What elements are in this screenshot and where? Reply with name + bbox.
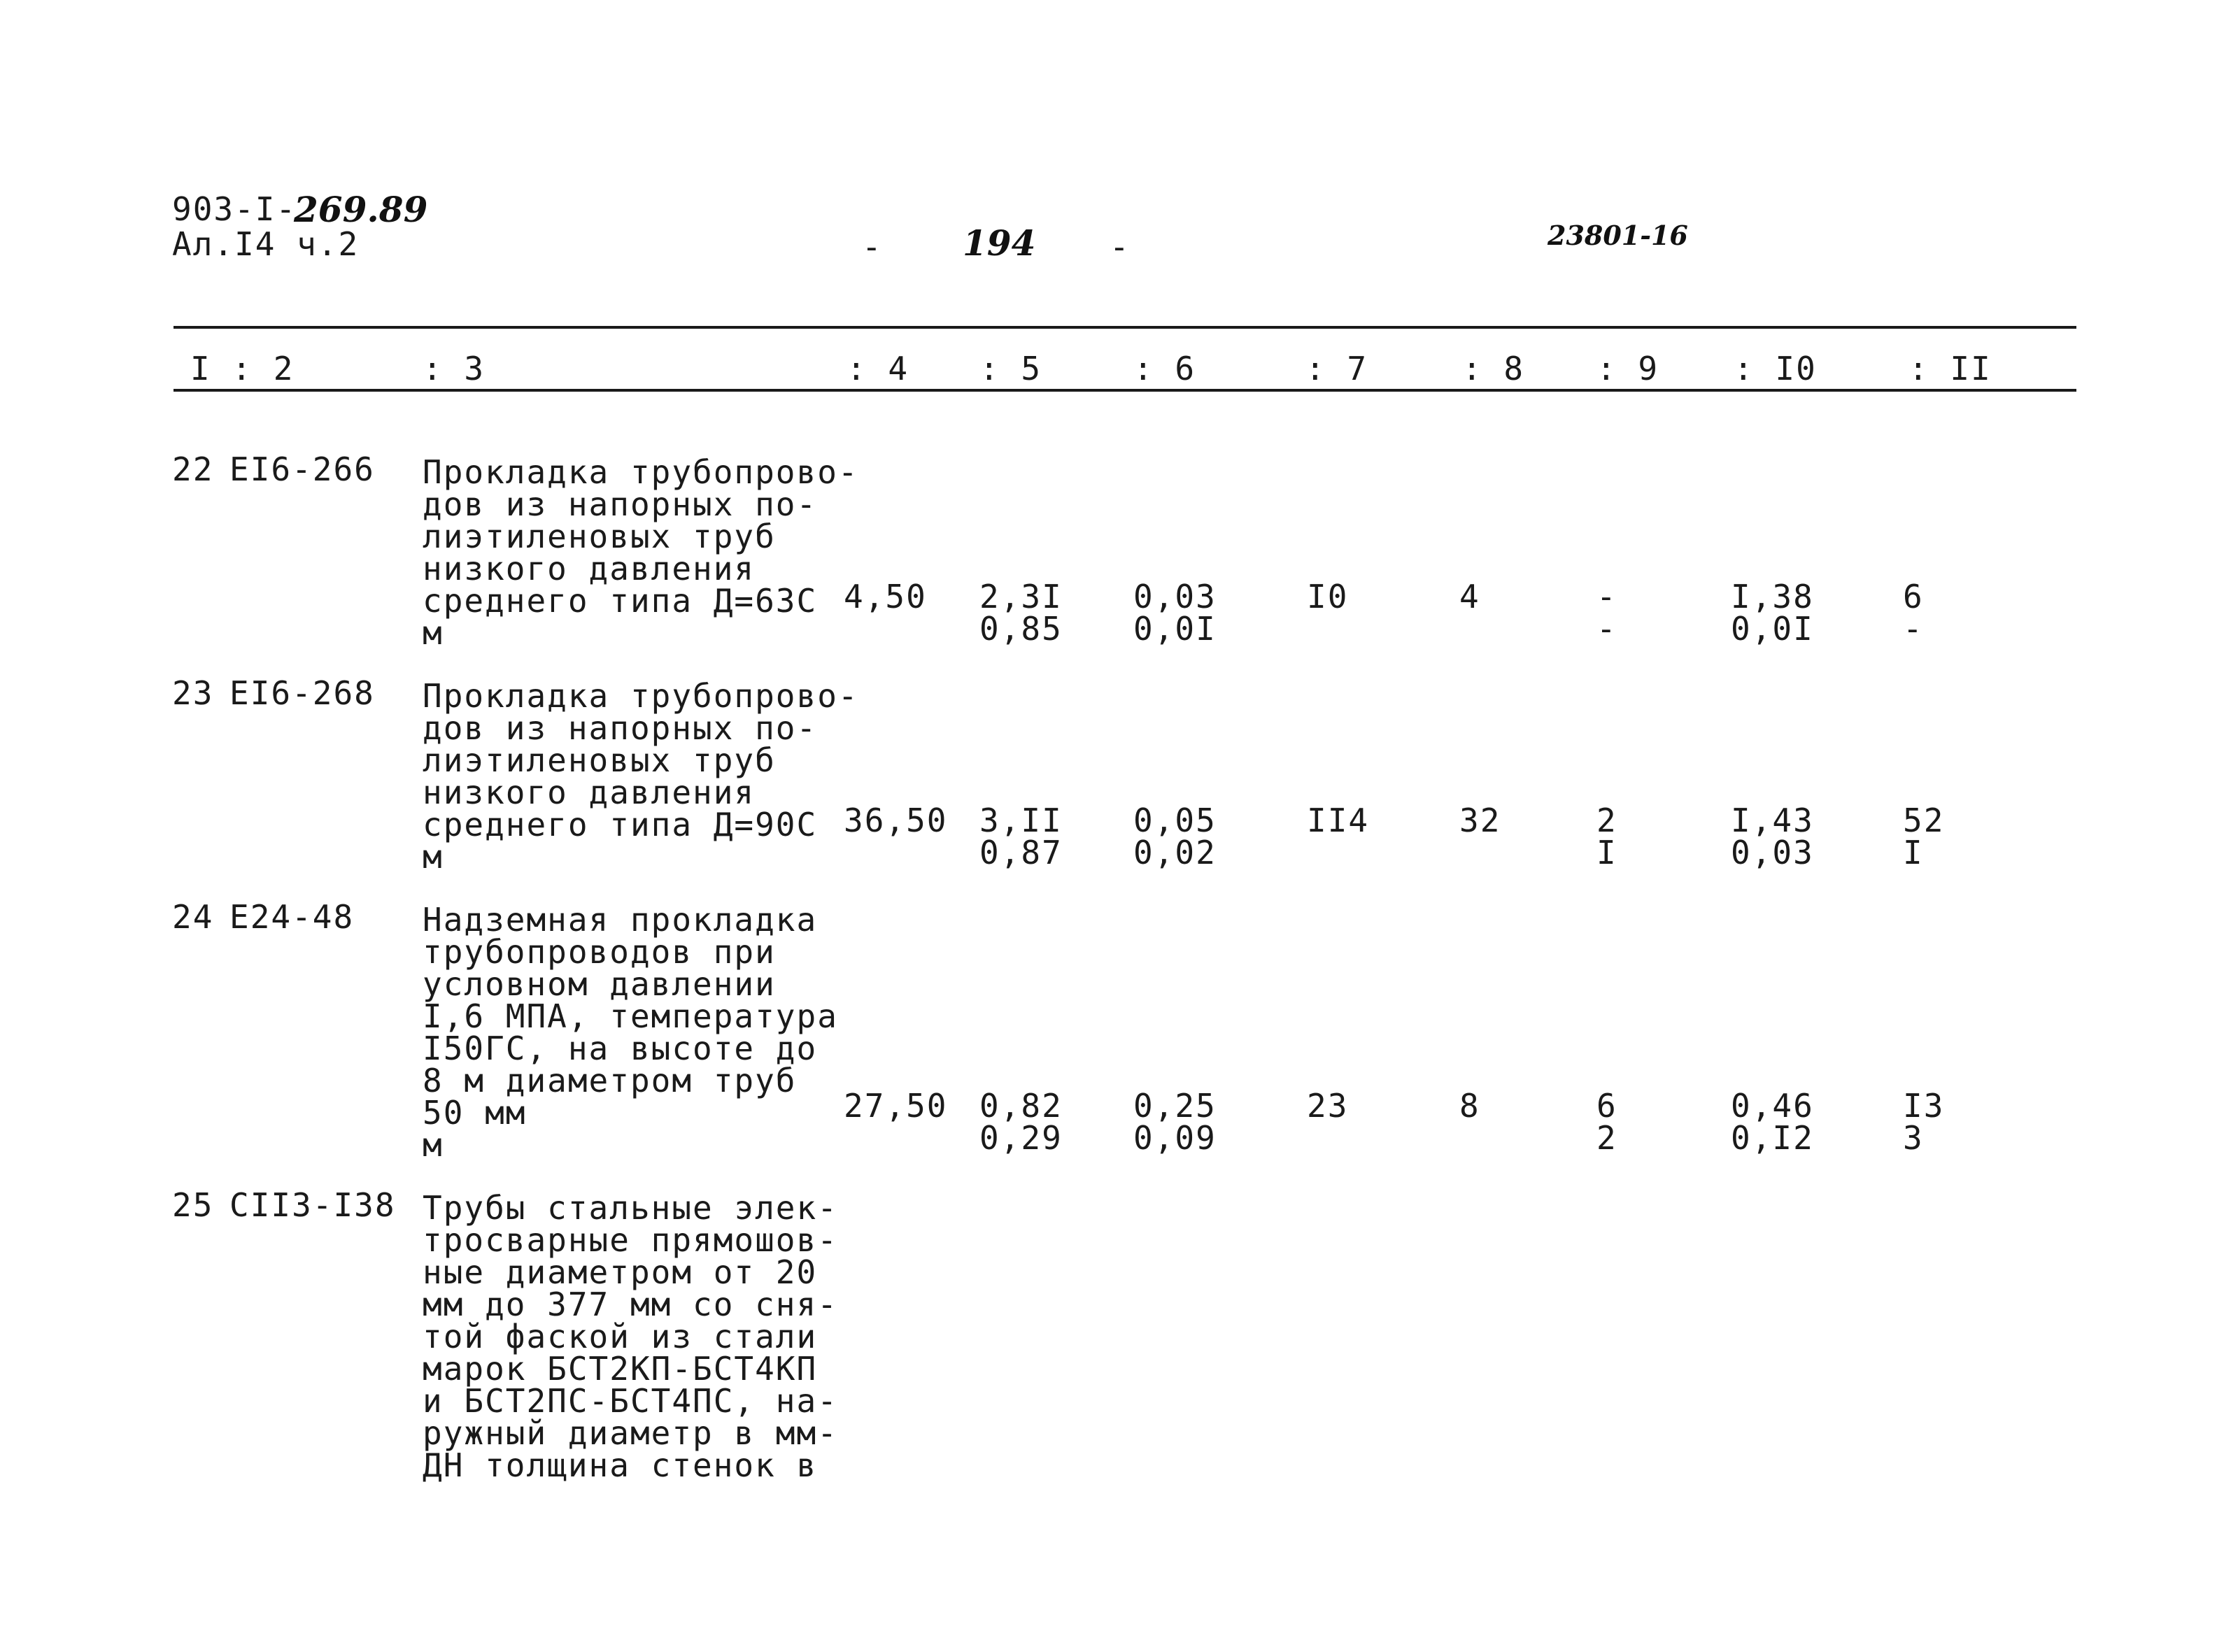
value-bottom: 0,03 <box>1731 834 1814 871</box>
row-23-col6 <box>1133 804 1217 869</box>
col-header-5: : 5 <box>979 350 1042 387</box>
row-25-code: CII3-I38 <box>229 1186 396 1224</box>
row-22-col4: 4,50 <box>844 578 927 615</box>
page-dash-right: - <box>1110 228 1131 266</box>
doc-code-handwritten: 269.89 <box>294 189 428 230</box>
col-header-7: : 7 <box>1305 350 1368 387</box>
desc-line: низкого давления <box>423 774 756 811</box>
value-top: 0,03 <box>1133 578 1217 615</box>
desc-line: м <box>423 614 444 652</box>
desc-line: Прокладка трубопрово- <box>423 453 859 491</box>
row-24-col6 <box>1133 1087 1217 1157</box>
desc-line: 8 м диаметром труб <box>423 1062 797 1099</box>
desc-line: Трубы стальные элек- <box>423 1189 838 1227</box>
value-bottom: - <box>1903 610 1924 648</box>
row-22-description <box>423 453 859 652</box>
row-24-description <box>423 901 838 1164</box>
desc-line: марок БСТ2КП-БСТ4КП <box>423 1350 818 1388</box>
value-top: 0,05 <box>1133 802 1217 839</box>
desc-line: трубопроводов при <box>423 933 776 971</box>
page-number: 194 <box>963 222 1036 264</box>
col-header-6: : 6 <box>1133 350 1196 387</box>
row-22-number: 22 <box>172 450 214 488</box>
doc-number: 23801-16 <box>1547 220 1688 251</box>
desc-line: ружный диаметр в мм- <box>423 1414 838 1452</box>
row-22-code: EI6-266 <box>229 450 375 488</box>
row-24-col9 <box>1596 1087 1617 1157</box>
row-22-col11 <box>1903 578 1924 648</box>
value-bottom: - <box>1596 610 1617 648</box>
value-bottom: 0,I2 <box>1731 1119 1814 1157</box>
value-top: 6 <box>1596 1087 1617 1125</box>
value-top: 2,3I <box>979 578 1063 615</box>
value-bottom: I <box>1903 834 1924 871</box>
row-22-col6 <box>1133 578 1217 648</box>
row-24-col11 <box>1903 1087 1945 1157</box>
row-23-col7: II4 <box>1307 802 1370 839</box>
row-23-description <box>423 677 859 876</box>
desc-line: тросварные прямошов- <box>423 1221 838 1259</box>
desc-line: той фаской из стали <box>423 1318 818 1355</box>
row-25-description <box>423 1189 838 1484</box>
value-bottom: 0,0I <box>1731 610 1814 648</box>
row-23-col5 <box>979 804 1063 869</box>
value-bottom: 0,0I <box>1133 610 1217 648</box>
value-bottom: 3 <box>1903 1119 1924 1157</box>
desc-line: низкого давления <box>423 550 756 588</box>
desc-line: 50 мм <box>423 1094 527 1132</box>
value-bottom: 0,29 <box>979 1119 1063 1157</box>
col-header-3: : 3 <box>423 350 486 387</box>
value-top: 2 <box>1596 802 1617 839</box>
desc-line: дов из напорных по- <box>423 485 818 523</box>
value-bottom: 0,02 <box>1133 834 1217 871</box>
row-24-col4: 27,50 <box>844 1087 948 1125</box>
desc-line: I50ГС, на высоте до <box>423 1030 818 1067</box>
desc-line: ные диаметром от 20 <box>423 1253 818 1291</box>
value-top: I3 <box>1903 1087 1945 1125</box>
row-24-col5 <box>979 1087 1063 1157</box>
page-dash-left: - <box>862 228 883 266</box>
row-24-col10 <box>1731 1087 1814 1157</box>
row-22-col5 <box>979 578 1063 648</box>
row-23-col9 <box>1596 804 1617 869</box>
value-top: 52 <box>1903 802 1945 839</box>
row-22-col9 <box>1596 578 1617 648</box>
header-bottom-rule <box>173 389 2076 392</box>
value-bottom: 0,09 <box>1133 1119 1217 1157</box>
desc-line: м <box>423 838 444 876</box>
row-23-col4: 36,50 <box>844 802 948 839</box>
value-top: I,38 <box>1731 578 1814 615</box>
value-top: 0,25 <box>1133 1087 1217 1125</box>
desc-line: Надземная прокладка <box>423 901 818 939</box>
row-23-number: 23 <box>172 674 214 712</box>
col-header-8: : 8 <box>1462 350 1525 387</box>
desc-line: ДН толщина стенок в <box>423 1446 818 1484</box>
row-22-col10 <box>1731 578 1814 648</box>
row-23-col11 <box>1903 804 1944 869</box>
desc-line: лиэтиленовых труб <box>423 741 776 779</box>
col-header-10: : I0 <box>1734 350 1817 387</box>
album-label: Ал.I4 ч.2 <box>172 225 360 263</box>
col-header-4: : 4 <box>847 350 909 387</box>
row-22-col7: I0 <box>1307 578 1349 615</box>
desc-line: и БСТ2ПС-БСТ4ПС, на- <box>423 1382 838 1420</box>
value-top: 6 <box>1903 578 1924 615</box>
col-header-11: : II <box>1908 350 1992 387</box>
value-bottom: 2 <box>1596 1119 1617 1157</box>
desc-line: условном давлении <box>423 965 776 1003</box>
row-22-col8: 4 <box>1459 578 1480 615</box>
row-23-code: EI6-268 <box>229 674 375 712</box>
col-header-1-2: I : 2 <box>190 350 295 387</box>
row-23-col10 <box>1731 804 1814 869</box>
desc-line: м <box>423 1126 444 1164</box>
desc-line: лиэтиленовых труб <box>423 518 776 555</box>
value-top: I,43 <box>1731 802 1814 839</box>
desc-line: Прокладка трубопрово- <box>423 677 859 715</box>
col-header-9: : 9 <box>1596 350 1659 387</box>
doc-code-prefix: 903-I- <box>172 190 297 228</box>
row-24-code: E24-48 <box>229 898 355 936</box>
row-24-col8: 8 <box>1459 1087 1480 1125</box>
value-bottom: 0,87 <box>979 834 1063 871</box>
row-23-col8: 32 <box>1459 802 1501 839</box>
value-top: - <box>1596 578 1617 615</box>
desc-line: среднего типа Д=90С <box>423 806 818 843</box>
desc-line: дов из напорных по- <box>423 709 818 747</box>
desc-line: I,6 МПА, температура <box>423 997 838 1035</box>
row-24-col7: 23 <box>1307 1087 1349 1125</box>
value-top: 0,46 <box>1731 1087 1814 1125</box>
value-top: 3,II <box>979 802 1063 839</box>
desc-line: мм до 377 мм со сня- <box>423 1286 838 1323</box>
value-bottom: I <box>1596 834 1617 871</box>
header-top-rule <box>173 326 2076 329</box>
row-25-number: 25 <box>172 1186 214 1224</box>
row-24-number: 24 <box>172 898 214 936</box>
value-bottom: 0,85 <box>979 610 1063 648</box>
value-top: 0,82 <box>979 1087 1063 1125</box>
desc-line: среднего типа Д=63С <box>423 582 818 620</box>
